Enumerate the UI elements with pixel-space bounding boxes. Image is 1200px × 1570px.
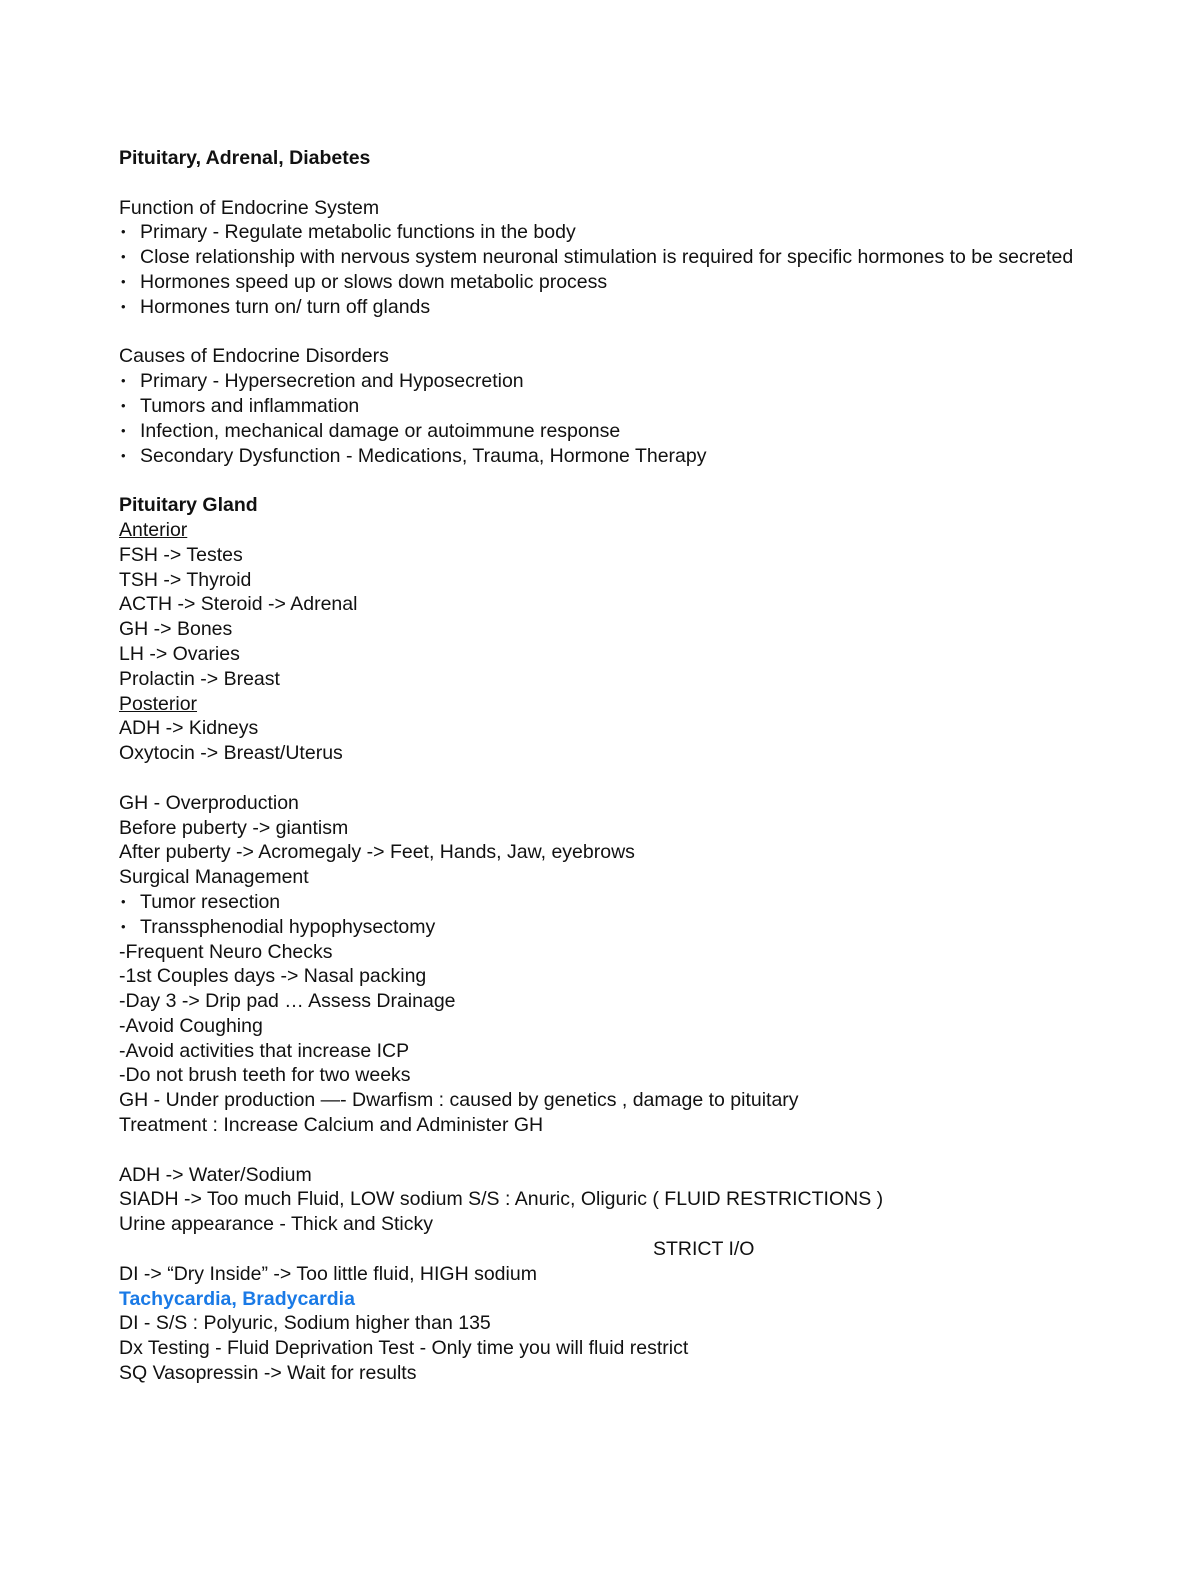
text-line: SIADH -> Too much Fluid, LOW sodium S/S : Anuric, Oliguric ( FLUID RESTRICTIONS ) [119, 1188, 884, 1211]
text-line: DI -> “Dry Inside” -> Too little fluid, HIGH sodium [119, 1262, 537, 1285]
list-item: • Hormones turn on/ turn off glands [119, 295, 1079, 320]
section-heading: Pituitary Gland [119, 494, 258, 517]
text-line: Dx Testing - Fluid Deprivation Test - Only time you will fluid restrict [119, 1337, 689, 1360]
subheading-anterior: Anterior [119, 518, 188, 541]
text-line: Prolactin -> Breast [119, 667, 280, 690]
section-heading: Causes of Endocrine Disorders [119, 345, 389, 368]
text-line: ADH -> Water/Sodium [119, 1163, 312, 1186]
document-title: Pituitary, Adrenal, Diabetes [119, 147, 371, 169]
highlight-text: Tachycardia, Bradycardia [119, 1287, 355, 1310]
text-line: ADH -> Kidneys [119, 717, 259, 740]
list-item: • Hormones speed up or slows down metabolic process [119, 270, 1079, 295]
text-line: DI - S/S : Polyuric, Sodium higher than 135 [119, 1312, 491, 1335]
list-item: • Transsphenodial hypophysectomy [119, 915, 1079, 940]
list-item: • Close relationship with nervous system neuronal stimulation is required for specific hormones to be secreted [119, 245, 1079, 270]
text-line: -Day 3 -> Drip pad … Assess Drainage [119, 990, 456, 1013]
text-line: SQ Vasopressin -> Wait for results [119, 1362, 417, 1385]
document-page [119, 146, 1079, 1386]
list-item: • Primary - Hypersecretion and Hyposecretion [119, 369, 1079, 394]
text-line: LH -> Ovaries [119, 642, 240, 665]
subheading-posterior: Posterior [119, 692, 198, 715]
list-item: • Primary - Regulate metabolic functions in the body [119, 220, 1079, 245]
text-line: FSH -> Testes [119, 543, 243, 566]
list-item: • Infection, mechanical damage or autoimmune response [119, 419, 1079, 444]
text-line: -Avoid Coughing [119, 1014, 263, 1037]
text-line: After puberty -> Acromegaly -> Feet, Hands, Jaw, eyebrows [119, 841, 635, 864]
list-item: • Secondary Dysfunction - Medications, Trauma, Hormone Therapy [119, 444, 1079, 469]
text-line: -Do not brush teeth for two weeks [119, 1064, 411, 1087]
text-line: -1st Couples days -> Nasal packing [119, 965, 427, 988]
text-line: Surgical Management [119, 866, 309, 889]
list-item: • Tumor resection [119, 890, 1079, 915]
text-line: -Avoid activities that increase ICP [119, 1039, 410, 1062]
text-line: Before puberty -> giantism [119, 816, 349, 839]
text-line: ACTH -> Steroid -> Adrenal [119, 593, 358, 616]
text-line: GH -> Bones [119, 618, 233, 641]
text-line: Urine appearance - Thick and Sticky [119, 1213, 433, 1236]
text-line: TSH -> Thyroid [119, 568, 252, 591]
strict-io-note: STRICT I/O [653, 1238, 755, 1261]
text-line: GH - Under production —- Dwarfism : caused by genetics , damage to pituitary [119, 1089, 799, 1112]
text-line: -Frequent Neuro Checks [119, 940, 333, 963]
text-line: GH - Overproduction [119, 791, 299, 814]
section-heading: Function of Endocrine System [119, 196, 380, 219]
text-line: Oxytocin -> Breast/Uterus [119, 742, 343, 765]
list-item: • Tumors and inflammation [119, 394, 1079, 419]
text-line: Treatment : Increase Calcium and Administer GH [119, 1114, 544, 1137]
